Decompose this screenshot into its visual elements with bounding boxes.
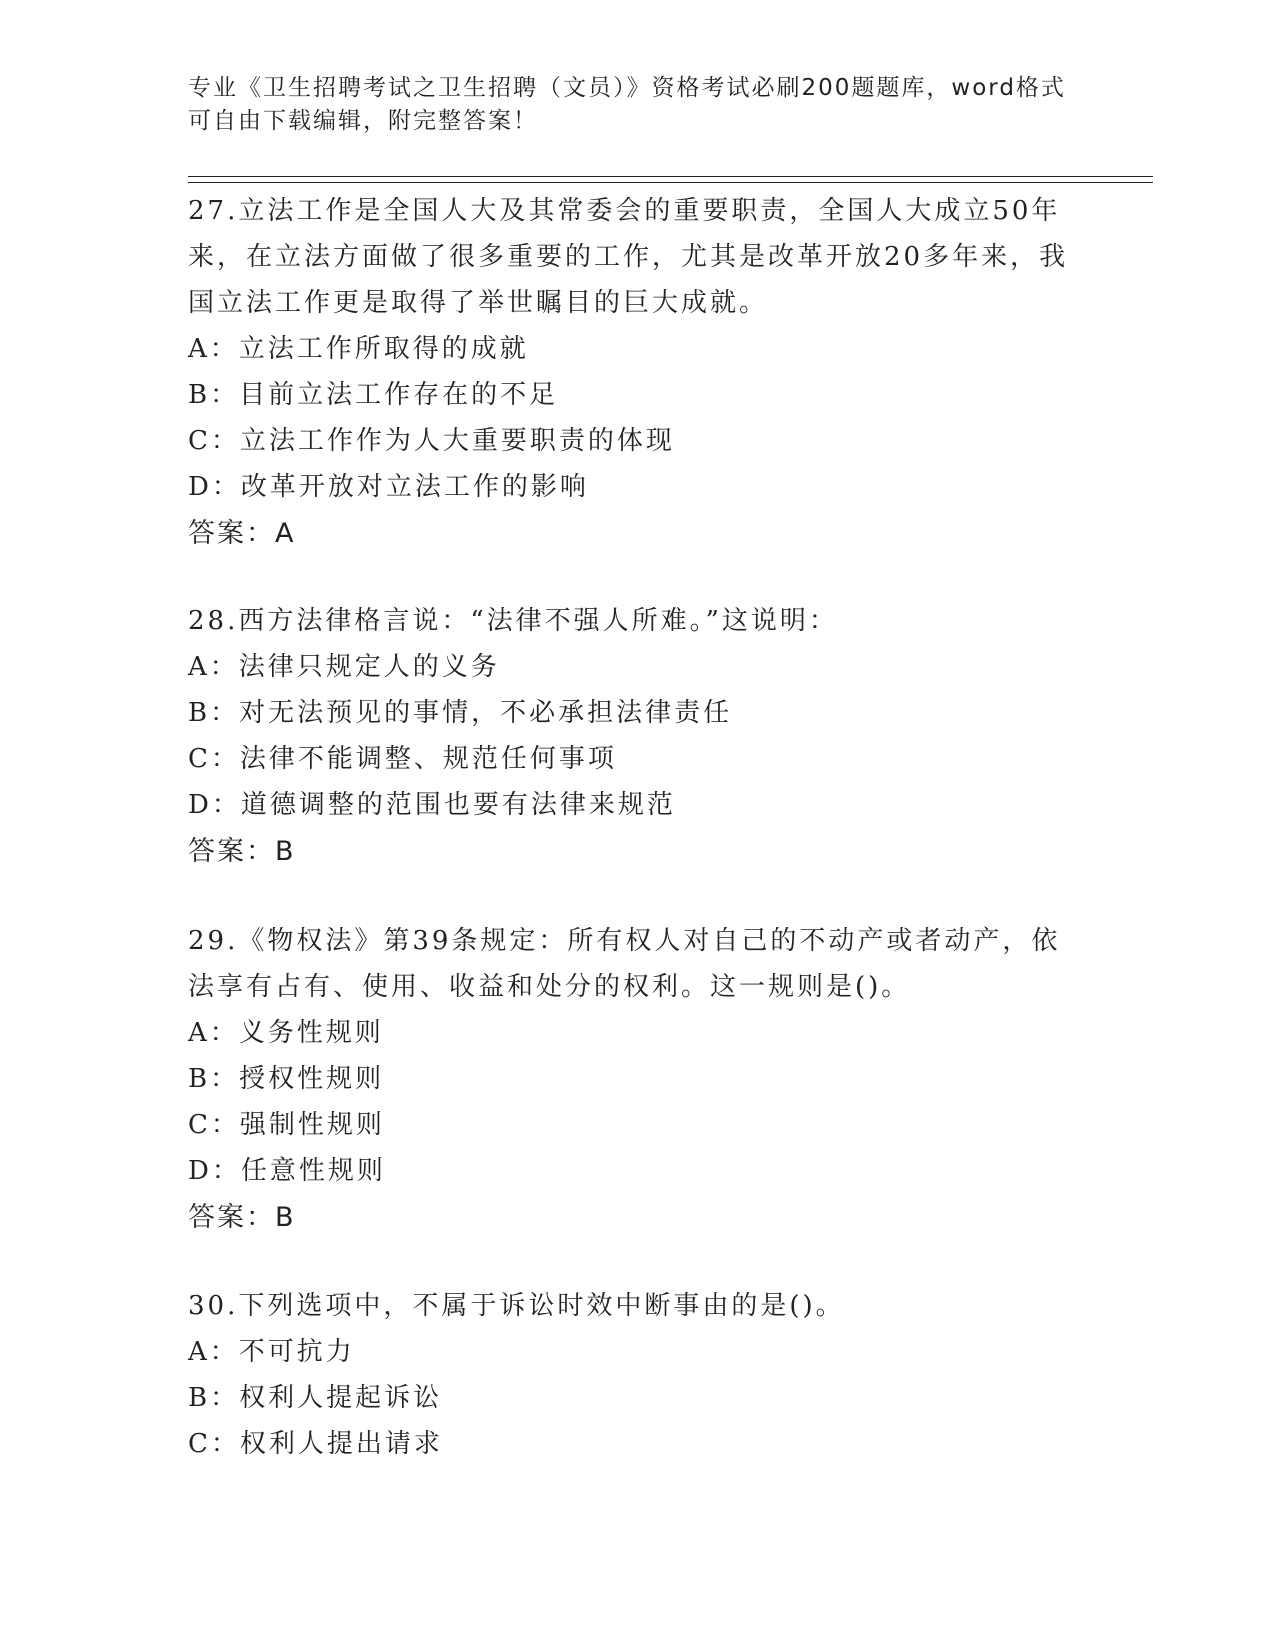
option-c: C：立法工作作为人大重要职责的体现 xyxy=(188,426,675,456)
option-b: B：权利人提起诉讼 xyxy=(188,1383,443,1413)
question-27 xyxy=(188,188,1088,558)
option-c: C：强制性规则 xyxy=(188,1110,385,1140)
answer-label: 答案：A xyxy=(188,518,296,549)
question-stem-line: 法享有占有、使用、收益和处分的权利。这一规则是()。 xyxy=(188,972,911,1002)
option-c: C：权利人提出请求 xyxy=(188,1429,443,1459)
document-header xyxy=(188,72,1068,138)
option-a: A：义务性规则 xyxy=(188,1018,384,1048)
option-c: C：法律不能调整、规范任何事项 xyxy=(188,744,617,774)
question-stem-line: 28.西方法律格言说：“法律不强人所难。”这说明： xyxy=(188,606,838,636)
answer-label: 答案：B xyxy=(188,1202,296,1233)
header-line-2: 可自由下载编辑，附完整答案！ xyxy=(188,108,538,134)
option-d: D：改革开放对立法工作的影响 xyxy=(188,472,589,502)
question-28 xyxy=(188,598,1088,876)
option-a: A：不可抗力 xyxy=(188,1337,355,1367)
header-rule-bottom xyxy=(188,182,1153,183)
header-line-1: 专业《卫生招聘考试之卫生招聘（文员）》资格考试必刷200题题库，word格式 xyxy=(188,75,1066,101)
option-d: D：任意性规则 xyxy=(188,1156,386,1186)
question-stem-line: 国立法工作更是取得了举世瞩目的巨大成就。 xyxy=(188,288,769,318)
question-stem-line: 来，在立法方面做了很多重要的工作，尤其是改革开放20多年来，我 xyxy=(188,242,1069,272)
option-a: A：法律只规定人的义务 xyxy=(188,652,500,682)
question-30 xyxy=(188,1283,1088,1467)
option-b: B：目前立法工作存在的不足 xyxy=(188,380,559,410)
header-rule-top xyxy=(188,176,1153,177)
option-a: A：立法工作所取得的成就 xyxy=(188,334,529,364)
answer-label: 答案：B xyxy=(188,836,296,867)
option-b: B：对无法预见的事情，不必承担法律责任 xyxy=(188,698,733,728)
question-stem-line: 30.下列选项中，不属于诉讼时效中断事由的是()。 xyxy=(188,1291,845,1321)
option-b: B：授权性规则 xyxy=(188,1064,385,1094)
question-29 xyxy=(188,918,1088,1242)
question-stem-line: 29.《物权法》第39条规定：所有权人对自己的不动产或者动产，依 xyxy=(188,926,1061,956)
option-d: D：道德调整的范围也要有法律来规范 xyxy=(188,790,676,820)
question-stem-line: 27.立法工作是全国人大及其常委会的重要职责，全国人大成立50年 xyxy=(188,196,1061,226)
